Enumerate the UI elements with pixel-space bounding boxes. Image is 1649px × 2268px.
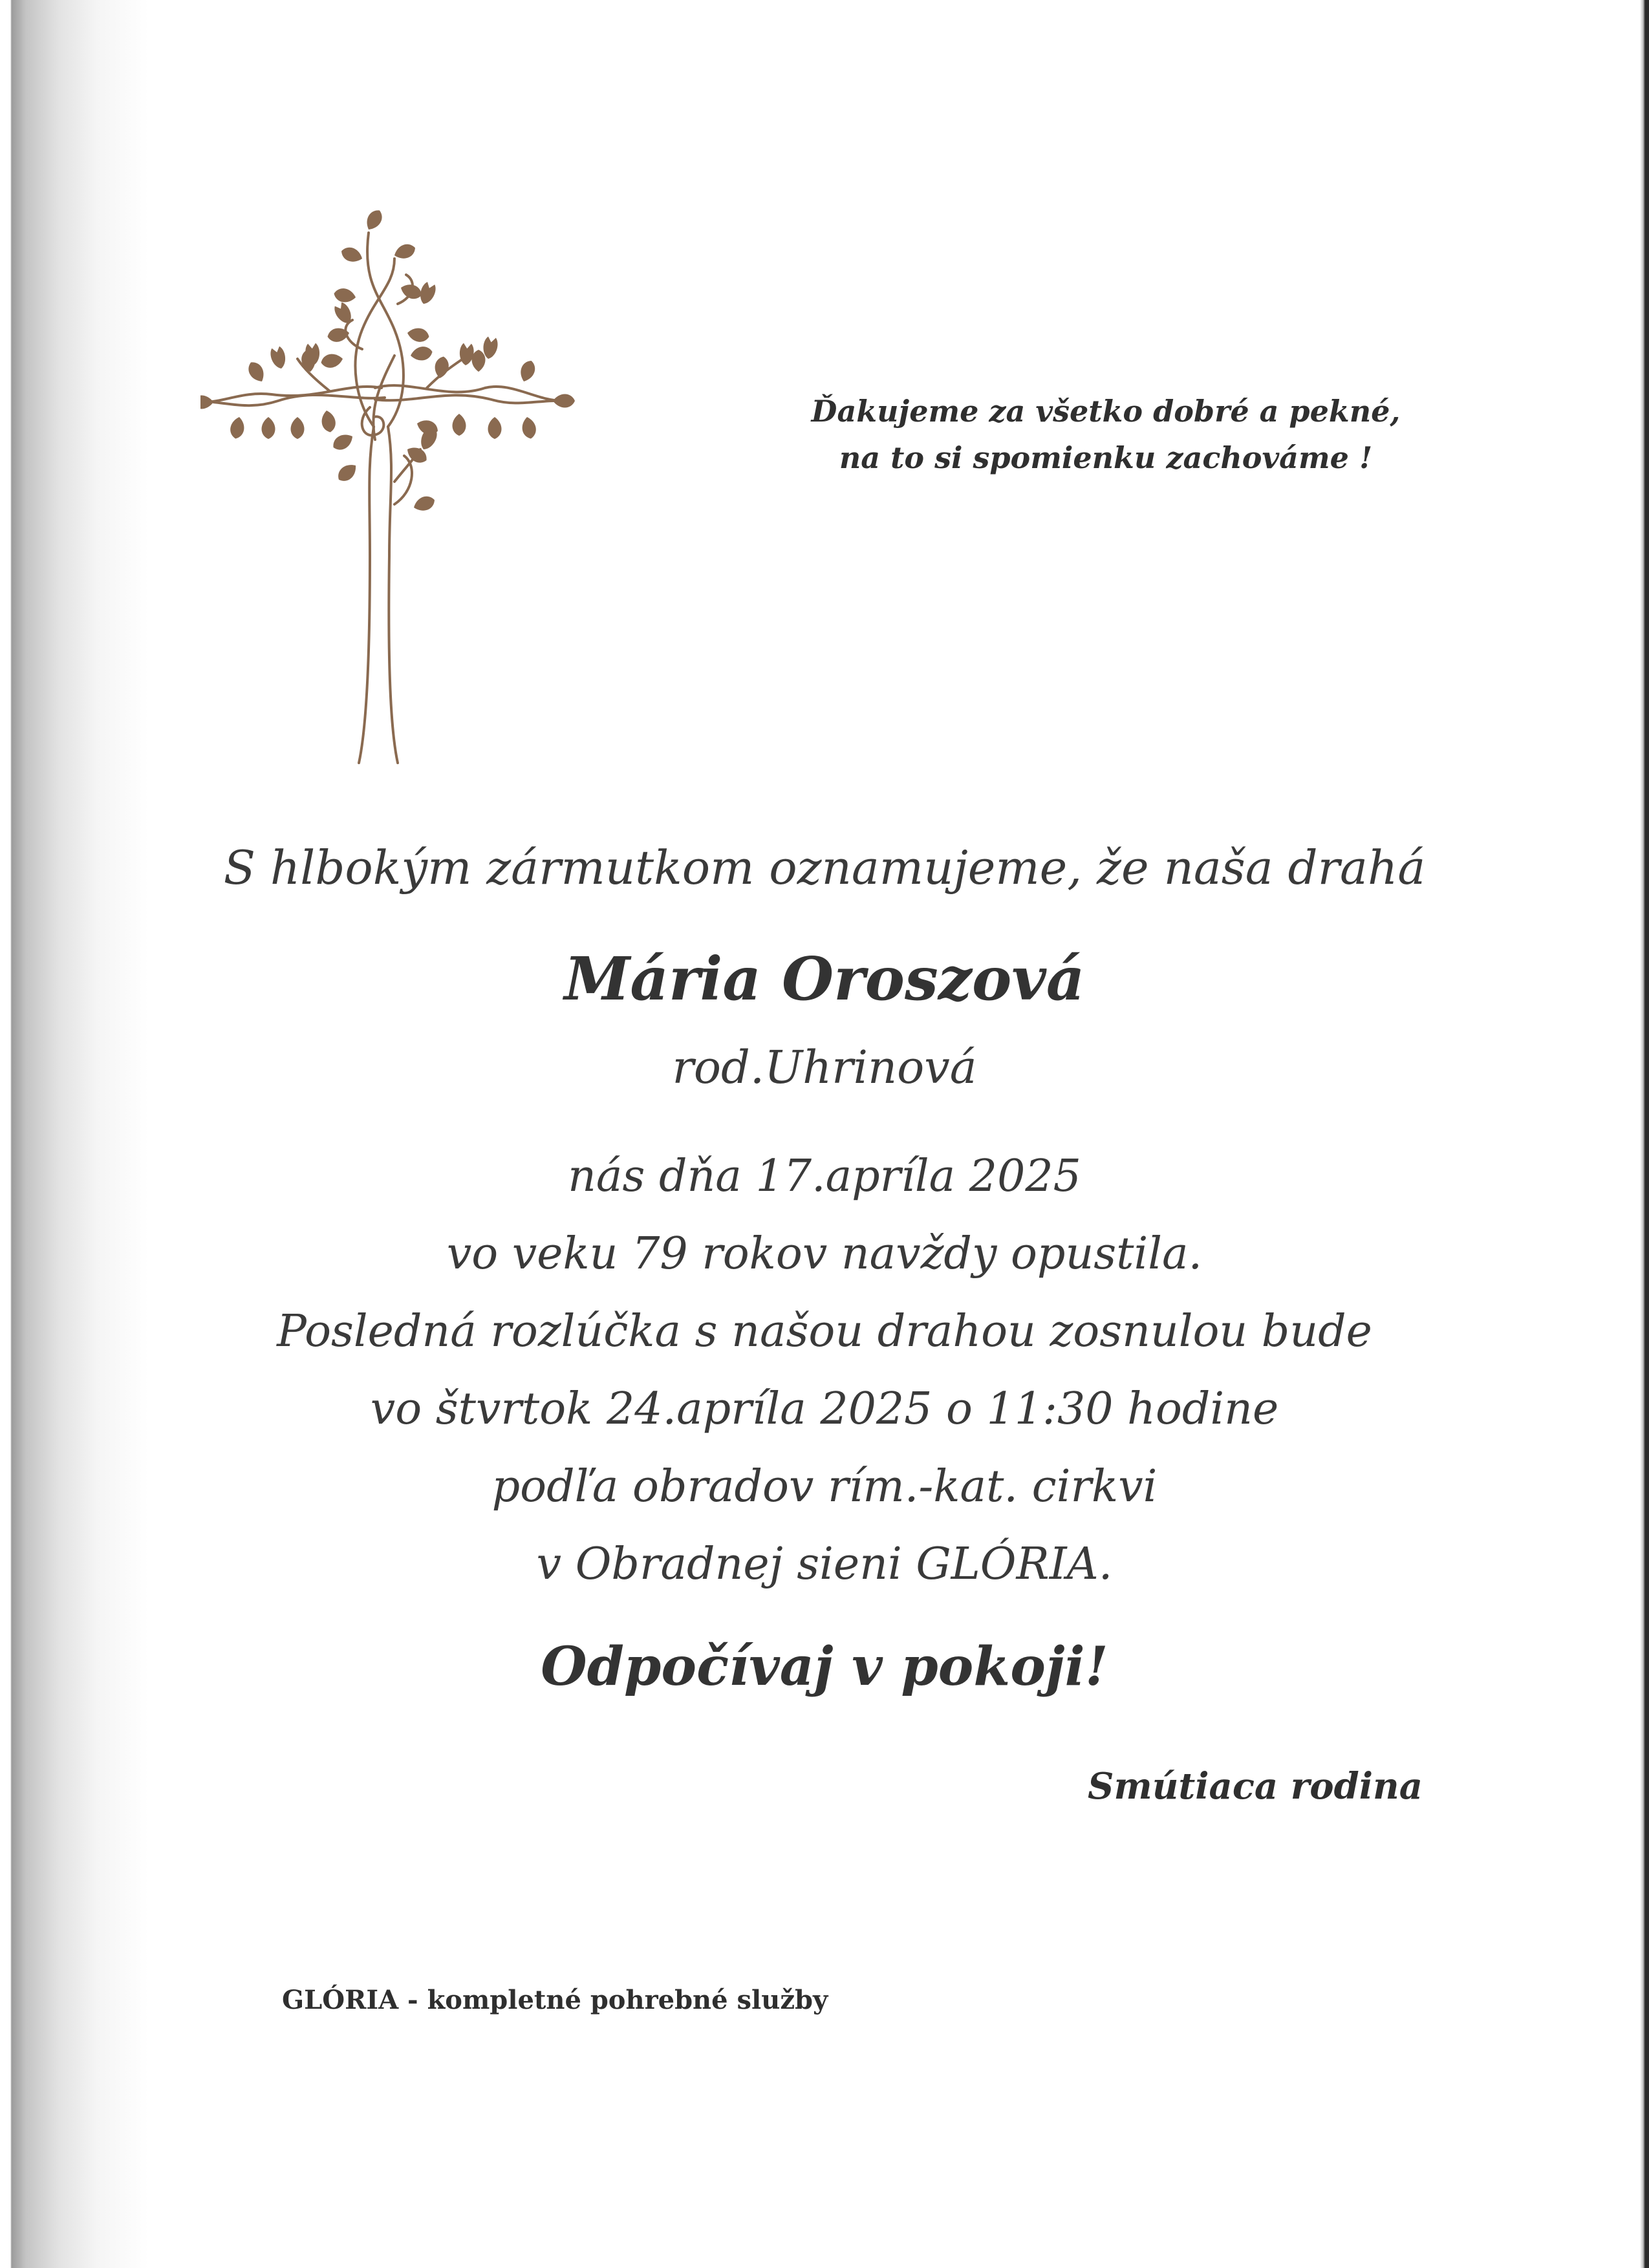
closing-phrase: Odpočívaj v pokoji! xyxy=(541,1636,1108,1698)
gratitude-line: na to si spomienku zachováme ! xyxy=(839,440,1373,475)
body-line: Posledná rozlúčka s našou drahou zosnulou bude xyxy=(277,1306,1372,1357)
maiden-name: rod.Uhrinová xyxy=(672,1041,977,1094)
body-line: vo štvrtok 24.apríla 2025 o 11:30 hodine xyxy=(370,1384,1279,1435)
body-line: podľa obradov rím.-kat. cirkvi xyxy=(491,1461,1158,1512)
body-line: vo veku 79 rokov navždy opustila. xyxy=(446,1228,1203,1279)
scan-edge xyxy=(1640,0,1649,2268)
gratitude-line: Ďakujeme za všetko dobré a pekné, xyxy=(811,394,1401,429)
body-line: nás dňa 17.apríla 2025 xyxy=(568,1151,1081,1202)
tree-cross-icon xyxy=(200,194,588,776)
deceased-name: Mária Oroszová xyxy=(564,944,1085,1014)
gratitude-message xyxy=(750,388,1461,481)
footer-company: GLÓRIA - kompletné pohrebné služby xyxy=(282,1985,828,2015)
announcement-intro: S hlbokým zármutkom oznamujeme, že naša drahá xyxy=(223,840,1426,895)
body-line: v Obradnej sieni GLÓRIA. xyxy=(536,1539,1113,1590)
scan-shadow xyxy=(0,0,149,2268)
signature: Smútiaca rodina xyxy=(1088,1765,1423,1808)
